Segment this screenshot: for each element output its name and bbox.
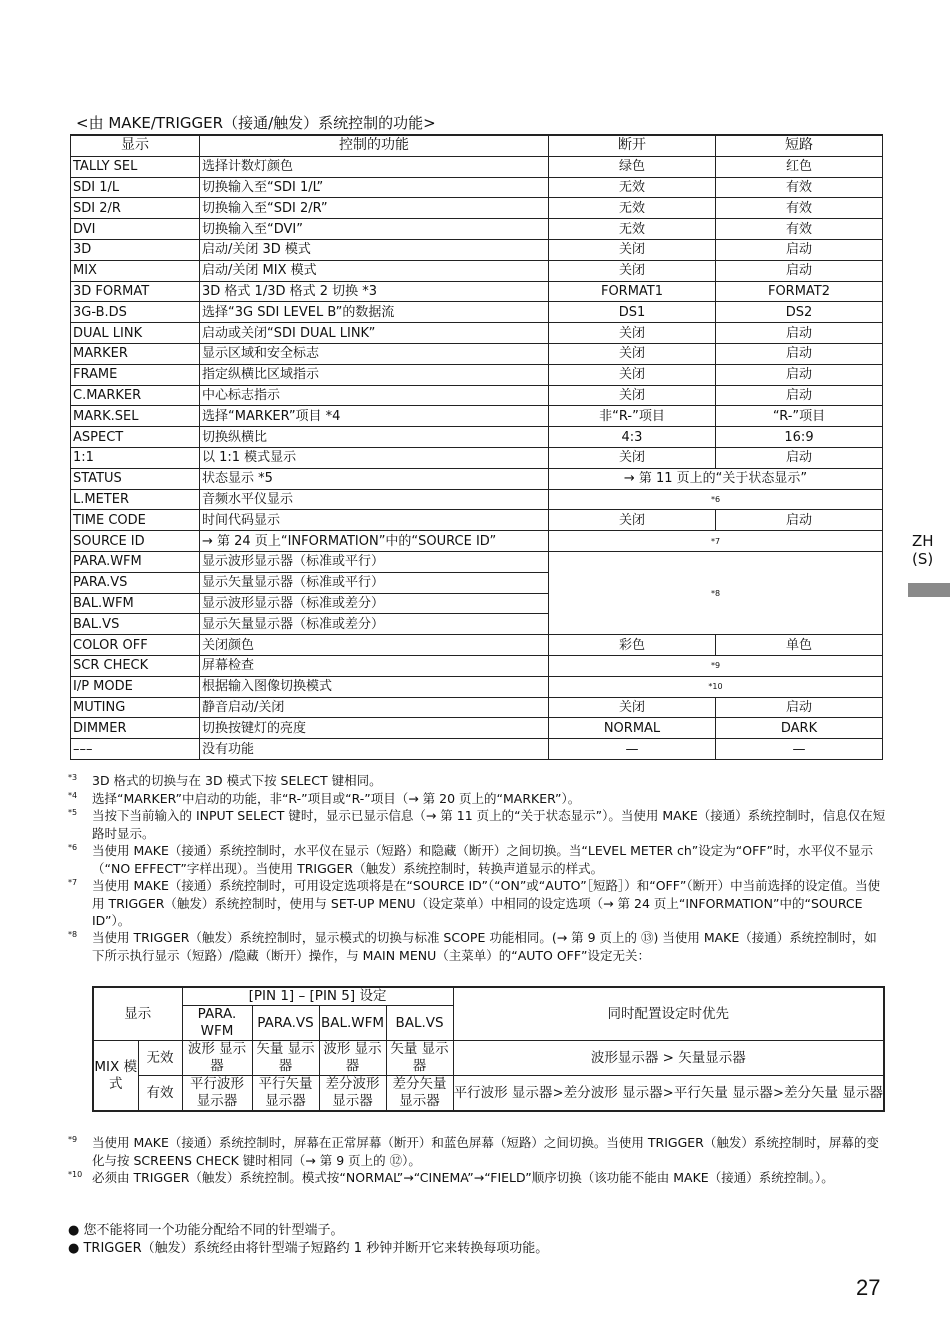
row-short: 启动 — [716, 323, 883, 344]
table-row — [71, 406, 883, 427]
row-function: 选择“MARKER”项目 *4 — [200, 406, 549, 427]
row-open: 关闭 — [549, 364, 716, 385]
table-row-scope — [71, 551, 883, 572]
footnote-mark: *7 — [68, 878, 78, 887]
table-row-timecode — [71, 510, 883, 531]
table-row — [71, 343, 883, 364]
row-name: TIME CODE — [71, 510, 200, 531]
row-open: 关闭 — [549, 239, 716, 260]
row-function: 切换输入至“DVI” — [200, 219, 549, 240]
row-short: 启动 — [716, 343, 883, 364]
row-function: 选择计数灯颜色 — [200, 156, 549, 177]
subtable-cell: 矢量 显示器 — [386, 1041, 453, 1076]
row-name: 3G-B.DS — [71, 302, 200, 323]
row-function: 显示波形显示器（标准或差分） — [200, 593, 549, 614]
subtable-cell: 波形 显示器 — [182, 1041, 252, 1076]
row-function: 时间代码显示 — [200, 510, 549, 531]
row-open: 关闭 — [549, 510, 716, 531]
row-name: ASPECT — [71, 427, 200, 448]
row-name: MARKER — [71, 343, 200, 364]
footnote-9 — [68, 1134, 888, 1169]
subtable-cell: 差分波形 显示器 — [319, 1076, 386, 1112]
footnote-ref-8: *8 — [549, 551, 883, 634]
row-short: 启动 — [716, 385, 883, 406]
sequence-item: 差分矢量 显示器 — [784, 1084, 883, 1101]
priority-sequence — [454, 1085, 884, 1102]
footnote-4 — [68, 790, 888, 808]
row-name: 3D — [71, 239, 200, 260]
table-row-muting — [71, 697, 883, 718]
row-short: 有效 — [716, 198, 883, 219]
footnote-ref-6: *6 — [549, 489, 883, 510]
subtable-valid-priority — [453, 1076, 884, 1112]
table-row — [71, 427, 883, 448]
row-name: L.METER — [71, 489, 200, 510]
footnote-mark: *4 — [68, 791, 78, 800]
table-row-scrcheck — [71, 655, 883, 676]
row-open: 4:3 — [549, 427, 716, 448]
row-open: 关闭 — [549, 697, 716, 718]
row-function: 静音启动/关闭 — [200, 697, 549, 718]
language-code: ZH — [912, 532, 934, 550]
row-function: 3D 格式 1/3D 格式 2 切换 *3 — [200, 281, 549, 302]
row-function: 根据输入图像切换模式 — [200, 676, 549, 697]
row-name: 1:1 — [71, 447, 200, 468]
footnote-7 — [68, 877, 888, 930]
row-name: PARA.VS — [71, 572, 200, 593]
sequence-item: 差分波形 显示器 — [563, 1084, 663, 1101]
row-name: MARK.SEL — [71, 406, 200, 427]
footnote-8 — [68, 929, 888, 964]
row-open: 关闭 — [549, 260, 716, 281]
row-short: 启动 — [716, 260, 883, 281]
footnote-text: 当使用 MAKE（接通）系统控制时，水平仪在显示（短路）和隐藏（断开）之间切换。当“LEVEL METER ch”设定为“OFF”时，水平仪不显示（“NO EFFECT”字样出现）。当使用 TRIGGER（触发）系统控制时，转换声道显示的样式。 — [92, 843, 873, 876]
footnote-mark: *10 — [68, 1170, 83, 1179]
row-name: TALLY SEL — [71, 156, 200, 177]
page-number: 27 — [856, 1275, 881, 1300]
row-open: 绿色 — [549, 156, 716, 177]
row-name: MUTING — [71, 697, 200, 718]
row-open: 无效 — [549, 219, 716, 240]
row-open: 无效 — [549, 177, 716, 198]
table-row — [71, 177, 883, 198]
subtable-cell: 矢量 显示器 — [252, 1041, 319, 1076]
subtable-pin-header: [PIN 1] – [PIN 5] 设定 — [182, 987, 453, 1006]
row-function: 关闭颜色 — [200, 635, 549, 656]
row-function: 以 1:1 模式显示 — [200, 447, 549, 468]
row-name: COLOR OFF — [71, 635, 200, 656]
row-function: 选择“3G SDI LEVEL B”的数据流 — [200, 302, 549, 323]
footnote-3 — [68, 772, 888, 790]
footnote-text: 3D 格式的切换与在 3D 模式下按 SELECT 键相同。 — [92, 773, 382, 788]
subtable-invalid-label: 无效 — [138, 1041, 182, 1076]
footnote-text: 必须由 TRIGGER（触发）系统控制。模式按“NORMAL”→“CINEMA”→“FIELD”顺序切换（该功能不能由 MAKE（接通）系统控制。）。 — [92, 1170, 834, 1185]
table-row — [71, 323, 883, 344]
row-short: 有效 — [716, 219, 883, 240]
row-name: SDI 1/L — [71, 177, 200, 198]
subtable-cell: 平行波形 显示器 — [182, 1076, 252, 1112]
bullet-note: ● TRIGGER（触发）系统经由将针型端子短路约 1 秒钟并断开它来转换每项功能。 — [68, 1241, 549, 1256]
scope-mode-table — [92, 986, 885, 1112]
row-function: 切换按键灯的亮度 — [200, 718, 549, 739]
greater-than: > — [552, 1085, 564, 1101]
header-open: 断开 — [549, 135, 716, 156]
row-open: 非“R-”项目 — [549, 406, 716, 427]
row-short: 启动 — [716, 364, 883, 385]
table-row-status — [71, 468, 883, 489]
table-row-lmeter — [71, 489, 883, 510]
function-table — [70, 134, 883, 760]
row-open: — — [549, 739, 716, 760]
table-row — [71, 447, 883, 468]
table-row — [71, 364, 883, 385]
row-function: 切换输入至“SDI 1/L” — [200, 177, 549, 198]
row-function: 显示矢量显示器（标准或差分） — [200, 614, 549, 635]
row-name: I/P MODE — [71, 676, 200, 697]
table-row-none — [71, 739, 883, 760]
row-function: 显示区域和安全标志 — [200, 343, 549, 364]
row-function: 状态显示 *5 — [200, 468, 549, 489]
row-short: “R-”项目 — [716, 406, 883, 427]
row-short: 启动 — [716, 239, 883, 260]
table-row-coloroff — [71, 635, 883, 656]
row-function: 启动或关闭“SDI DUAL LINK” — [200, 323, 549, 344]
subtable-invalid-priority: 波形显示器 > 矢量显示器 — [453, 1041, 884, 1076]
sequence-item: 平行矢量 显示器 — [673, 1084, 773, 1101]
row-name: DVI — [71, 219, 200, 240]
table-row — [71, 198, 883, 219]
table-row — [71, 156, 883, 177]
table-header-row — [71, 135, 883, 156]
footnote-mark: *8 — [68, 930, 78, 939]
table-row-ipmode — [71, 676, 883, 697]
subtable-cell: 波形 显示器 — [319, 1041, 386, 1076]
language-tab-bar — [908, 583, 950, 597]
row-open: FORMAT1 — [549, 281, 716, 302]
subtable-mix-label: MIX 模式 — [93, 1041, 138, 1112]
footnote-mark: *3 — [68, 773, 78, 782]
footnote-ref-9: *9 — [549, 655, 883, 676]
row-open: DS1 — [549, 302, 716, 323]
row-function: 中心标志指示 — [200, 385, 549, 406]
header-function: 控制的功能 — [200, 135, 549, 156]
greater-than: > — [662, 1085, 674, 1101]
subtable-cell: 差分矢量 显示器 — [386, 1076, 453, 1112]
language-tab — [912, 532, 934, 568]
row-function: 显示波形显示器（标准或平行） — [200, 551, 549, 572]
row-name: SCR CHECK — [71, 655, 200, 676]
footnote-ref-7: *7 — [549, 531, 883, 552]
footnote-mark: *6 — [68, 843, 78, 852]
row-name: BAL.VS — [71, 614, 200, 635]
row-open: 关闭 — [549, 343, 716, 364]
footnote-10 — [68, 1169, 888, 1187]
row-short: 16:9 — [716, 427, 883, 448]
row-name: STATUS — [71, 468, 200, 489]
subtable-col: BAL.VS — [386, 1006, 453, 1041]
row-name: DUAL LINK — [71, 323, 200, 344]
row-function: 没有功能 — [200, 739, 549, 760]
row-function: → 第 24 页上“INFORMATION”中的“SOURCE ID” — [200, 531, 549, 552]
row-short: — — [716, 739, 883, 760]
row-name: SDI 2/R — [71, 198, 200, 219]
footnote-6 — [68, 842, 888, 877]
row-short: 启动 — [716, 447, 883, 468]
row-name: ––– — [71, 739, 200, 760]
row-short: 启动 — [716, 697, 883, 718]
row-function: 切换纵横比 — [200, 427, 549, 448]
footnote-text: 当按下当前输入的 INPUT SELECT 键时，显示已显示信息（→ 第 11 页上的“关于状态显示”）。当使用 MAKE（接通）系统控制时，信息仅在短路时显示。 — [92, 808, 886, 841]
footnote-text: 当使用 MAKE（接通）系统控制时，屏幕在正常屏幕（断开）和蓝色屏幕（短路）之间切换。当使用 TRIGGER（触发）系统控制时，屏幕的变化与按 SCREENS CHECK 键时相同（→ 第 9 页上的 ⑫）。 — [92, 1135, 879, 1168]
table-row — [71, 281, 883, 302]
row-open: 无效 — [549, 198, 716, 219]
footnote-mark: *5 — [68, 808, 78, 817]
table-row — [71, 260, 883, 281]
row-short: FORMAT2 — [716, 281, 883, 302]
row-function: 指定纵横比区域指示 — [200, 364, 549, 385]
row-open: 关闭 — [549, 323, 716, 344]
row-short: DARK — [716, 718, 883, 739]
row-short: 红色 — [716, 156, 883, 177]
row-function: 启动/关闭 MIX 模式 — [200, 260, 549, 281]
table-row — [71, 385, 883, 406]
subtable-col: PARA.VS — [252, 1006, 319, 1041]
footnote-mark: *9 — [68, 1135, 78, 1144]
subtable-col: BAL.WFM — [319, 1006, 386, 1041]
footnote-text: 当使用 MAKE（接通）系统控制时，可用设定选项将是在“SOURCE ID”（“ON”或“AUTO”［短路］）和“OFF”（断开）中当前选择的设定值。当使用 TRIGGER（触发）系统控制时，使用与 SET-UP MENU（设定菜单）中相同的设定选项（→ 第 24 页上“INFORMATION”中的“SOURCE ID”）。 — [92, 878, 881, 928]
subtable-col: PARA. WFM — [182, 1006, 252, 1041]
row-name: MIX — [71, 260, 200, 281]
row-short: 有效 — [716, 177, 883, 198]
row-short: 单色 — [716, 635, 883, 656]
row-name: FRAME — [71, 364, 200, 385]
row-function: 切换输入至“SDI 2/R” — [200, 198, 549, 219]
row-function: 显示矢量显示器（标准或平行） — [200, 572, 549, 593]
subtable-display-header: 显示 — [93, 987, 182, 1041]
row-name: DIMMER — [71, 718, 200, 739]
row-function: 屏幕检查 — [200, 655, 549, 676]
table-row — [71, 302, 883, 323]
row-open: 彩色 — [549, 635, 716, 656]
table-row — [71, 239, 883, 260]
row-open: NORMAL — [549, 718, 716, 739]
row-short: DS2 — [716, 302, 883, 323]
subtable-priority-header: 同时配置设定时优先 — [453, 987, 884, 1041]
status-reference: → 第 11 页上的“关于状态显示” — [549, 468, 883, 489]
row-function: 启动/关闭 3D 模式 — [200, 239, 549, 260]
footnote-text: 当使用 TRIGGER（触发）系统控制时，显示模式的切换与标准 SCOPE 功能相同。(→ 第 9 页上的 ⑬) 当使用 MAKE（接通）系统控制时，如下所示执行显示（短路）/隐藏（断开）操作，与 MAIN MENU（主菜单）的“AUTO OFF”设定无关： — [92, 930, 877, 963]
row-open: 关闭 — [549, 385, 716, 406]
row-name: SOURCE ID — [71, 531, 200, 552]
header-short: 短路 — [716, 135, 883, 156]
footnote-ref-10: *10 — [549, 676, 883, 697]
header-display: 显示 — [71, 135, 200, 156]
row-name: PARA.WFM — [71, 551, 200, 572]
greater-than: > — [772, 1085, 784, 1101]
table-row — [71, 219, 883, 240]
row-name: C.MARKER — [71, 385, 200, 406]
table-row-dimmer — [71, 718, 883, 739]
subtable-cell: 平行矢量 显示器 — [252, 1076, 319, 1112]
subtable-valid-label: 有效 — [138, 1076, 182, 1112]
footnote-5 — [68, 807, 888, 842]
row-open: 关闭 — [549, 447, 716, 468]
table-row-sourceid — [71, 531, 883, 552]
sequence-item: 平行波形 显示器 — [453, 1084, 553, 1101]
language-variant: (S) — [912, 550, 934, 568]
section-heading: <由 MAKE/TRIGGER（接通/触发）系统控制的功能> — [76, 114, 436, 132]
bullet-note: ● 您不能将同一个功能分配给不同的针型端子。 — [68, 1223, 344, 1238]
row-short: 启动 — [716, 510, 883, 531]
row-name: 3D FORMAT — [71, 281, 200, 302]
footnote-text: 选择“MARKER”中启动的功能，非“R-”项目或“R-”项目（→ 第 20 页上的“MARKER”）。 — [92, 791, 581, 806]
row-name: BAL.WFM — [71, 593, 200, 614]
row-function: 音频水平仪显示 — [200, 489, 549, 510]
